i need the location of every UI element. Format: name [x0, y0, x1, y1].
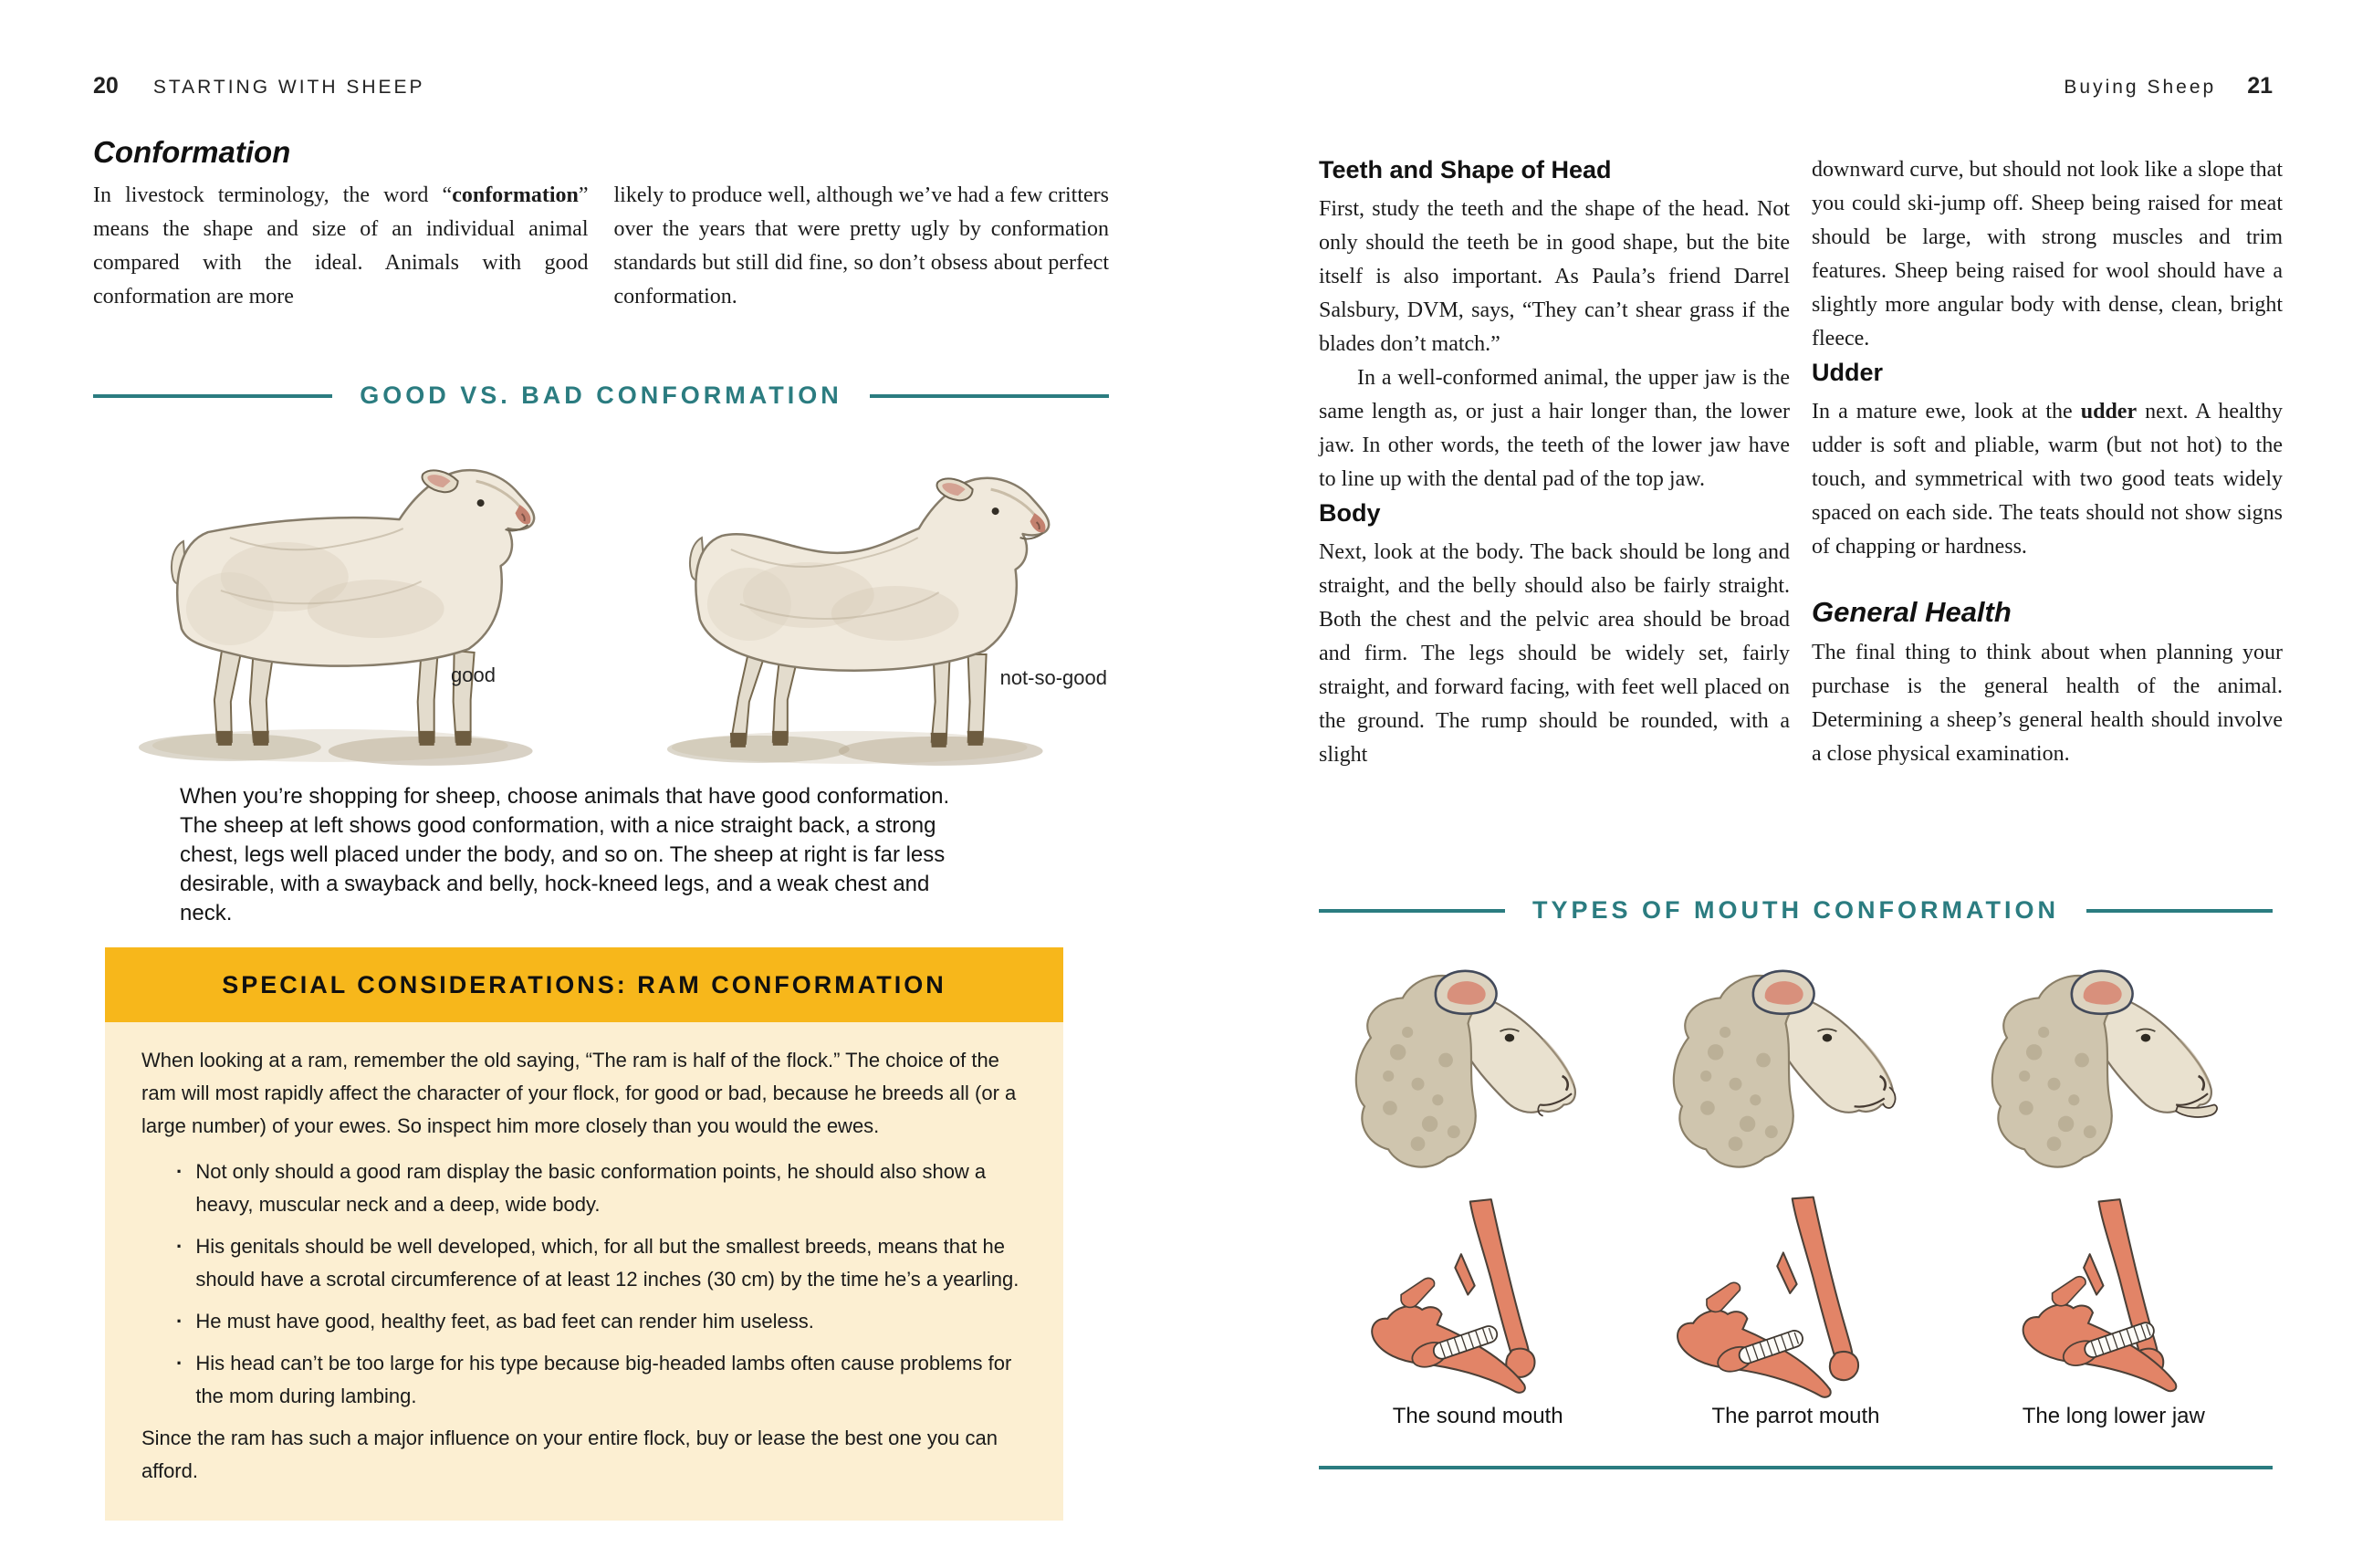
caption-sound-mouth: The sound mouth — [1392, 1404, 1563, 1428]
running-head-title: STARTING WITH SHEEP — [152, 77, 425, 98]
rule-left — [1319, 909, 1505, 913]
mouth-figure-grid — [1319, 956, 2273, 1398]
heading-udder: Udder — [1812, 359, 1884, 386]
heading-teeth-and-head: Teeth and Shape of Head — [1319, 156, 1612, 183]
ram-conformation-callout-box — [105, 947, 1063, 1521]
running-head-left — [93, 73, 425, 99]
list-item — [176, 1347, 1027, 1413]
running-head-title: Buying Sheep — [2064, 77, 2217, 98]
heading-general-health: General Health — [1812, 596, 2012, 628]
bullet-text: His head can’t be too large for his type because big-headed lambs often cause problems for the mom during lambing. — [195, 1352, 1012, 1407]
sheep-head-illustration — [1977, 956, 2251, 1196]
sheep-head-illustration — [1658, 956, 1932, 1196]
sheep-figure-row — [93, 422, 1109, 782]
bullet-text: His genitals should be well developed, which, for all but the smallest breeds, means that he should have a scrotal circumference of at least 12 inches (30 cm) by the time he’s a yearling. — [195, 1235, 1019, 1291]
bullet-text: He must have good, healthy feet, as bad feet can render him useless. — [195, 1310, 814, 1333]
callout-box-body — [105, 1022, 1063, 1521]
list-item — [176, 1230, 1027, 1296]
good-conformation-sheep-illustration — [93, 422, 591, 782]
figure-caption: When you’re shopping for sheep, choose animals that have good conformation. The sheep at left shows good conformation, with a nice straight back, a strong chest, legs well placed under the body, and so on. The sheep at right is far less desirable, with a swayback and belly, hock-kneed legs, and a weak chest and neck. — [180, 784, 950, 925]
good-label: good — [451, 664, 496, 686]
page-number: 21 — [2247, 73, 2273, 99]
bottom-rule — [1319, 1466, 2273, 1469]
figure-heading-text: TYPES OF MOUTH CONFORMATION — [1532, 896, 2059, 924]
paragraph: likely to produce well, although we’ve had a few critters over the years that were pretty ugly by conformation standards but still did fine, so don’t obsess about perfect conformation. — [613, 183, 1109, 308]
bad-conformation-sheep-illustration — [612, 422, 1110, 782]
heading-body: Body — [1319, 499, 1381, 527]
list-item — [176, 1155, 1027, 1221]
page-number: 20 — [93, 73, 119, 99]
paragraph: Next, look at the body. The back should be long and straight, and the belly should also be fairly straight. Both the chest and the pelvic area should be broad and firm. The legs should be widely set, fairly straight, and forward facing, with feet well placed on the ground. The rump should be rounded, with a slight — [1319, 540, 1790, 767]
rule-right — [870, 394, 1109, 398]
paragraph: In a well-conformed animal, the upper jaw is the same length as, or just a hair longer than, the lower jaw. In other words, the teeth of the lower jaw have to line up with the dental pad of the top jaw. — [1319, 366, 1790, 491]
callout-intro: When looking at a ram, remember the old saying, “The ram is half of the flock.” The choice of the ram will most rapidly affect the character of your flock, for good or bad, because he breeds all (or a large number) of your ewes. So inspect him more closely than you would the ewes. — [141, 1049, 1017, 1137]
not-so-good-label: not-so-good — [999, 666, 1107, 689]
paragraph: In a mature ewe, look at the udder next. A healthy udder is soft and pliable, warm (but not hot) to the touch, and symmetrical with two good teats widely spaced on each side. The teats should not show signs of chapping or hardness. — [1812, 400, 2283, 559]
book-page-left — [0, 0, 1186, 1568]
bad-sheep-figure — [612, 422, 1110, 782]
bullet-dot: · — [176, 1235, 183, 1258]
rule-left — [93, 394, 332, 398]
paragraph: The final thing to think about when planning your purchase is the general health of the animal. Determining a sheep’s general health should involve a close physical examination. — [1812, 641, 2283, 766]
bullet-dot: · — [176, 1310, 183, 1333]
section-title-conformation: Conformation — [93, 135, 291, 169]
mouth-caption-row — [1319, 1404, 2273, 1429]
figure-heading-good-vs-bad — [93, 382, 1109, 410]
caption-parrot-mouth: The parrot mouth — [1711, 1404, 1880, 1428]
bullet-dot: · — [176, 1352, 183, 1375]
parrot-mouth-jaw-diagram — [1673, 1196, 1918, 1398]
good-sheep-figure — [93, 422, 591, 782]
figure-heading-mouth-types — [1319, 896, 2273, 925]
sound-mouth-figure — [1319, 956, 1636, 1398]
right-page-column-1 — [1319, 153, 1790, 772]
paragraph: First, study the teeth and the shape of the head. Not only should the teeth be in good shape, but the bite itself is also important. As Paula’s friend Darrel Salsbury, DVM, says, “They can’t shear grass if the blades don’t match.” — [1319, 197, 1790, 356]
callout-outro: Since the ram has such a major influence on your entire flock, buy or lease the best one you can afford. — [141, 1427, 998, 1482]
ram-bullet-list — [141, 1155, 1027, 1413]
list-item — [176, 1305, 1027, 1338]
caption-long-lower-jaw: The long lower jaw — [2022, 1404, 2205, 1428]
conformation-text-columns — [93, 179, 1109, 314]
callout-box-heading: SPECIAL CONSIDERATIONS: RAM CONFORMATION — [105, 947, 1063, 1022]
figure-heading-text: GOOD VS. BAD CONFORMATION — [360, 382, 842, 409]
book-page-right — [1186, 0, 2373, 1568]
bullet-dot: · — [176, 1160, 183, 1183]
paragraph: In livestock terminology, the word “conformation” means the shape and size of an individual animal compared with the ideal. Animals with good conformation are more — [93, 183, 589, 308]
right-page-column-2 — [1812, 153, 2283, 771]
rule-right — [2086, 909, 2273, 913]
bullet-text: Not only should a good ram display the basic conformation points, he should also show a heavy, muscular neck and a deep, wide body. — [195, 1160, 987, 1216]
text-column-2 — [614, 179, 1110, 314]
paragraph: downward curve, but should not look like a slope that you could ski-jump off. Sheep being raised for meat should be large, with strong muscles and trim features. Sheep being raised for wool should have a slightly more angular body with dense, clean, bright fleece. — [1812, 158, 2283, 350]
long-lower-jaw-diagram — [1991, 1196, 2236, 1398]
running-head-right — [2064, 73, 2273, 99]
sheep-head-illustration — [1341, 956, 1615, 1196]
text-column-1 — [93, 179, 589, 314]
sound-mouth-jaw-diagram — [1355, 1196, 1600, 1398]
long-lower-jaw-figure — [1955, 956, 2273, 1398]
parrot-mouth-figure — [1636, 956, 1954, 1398]
